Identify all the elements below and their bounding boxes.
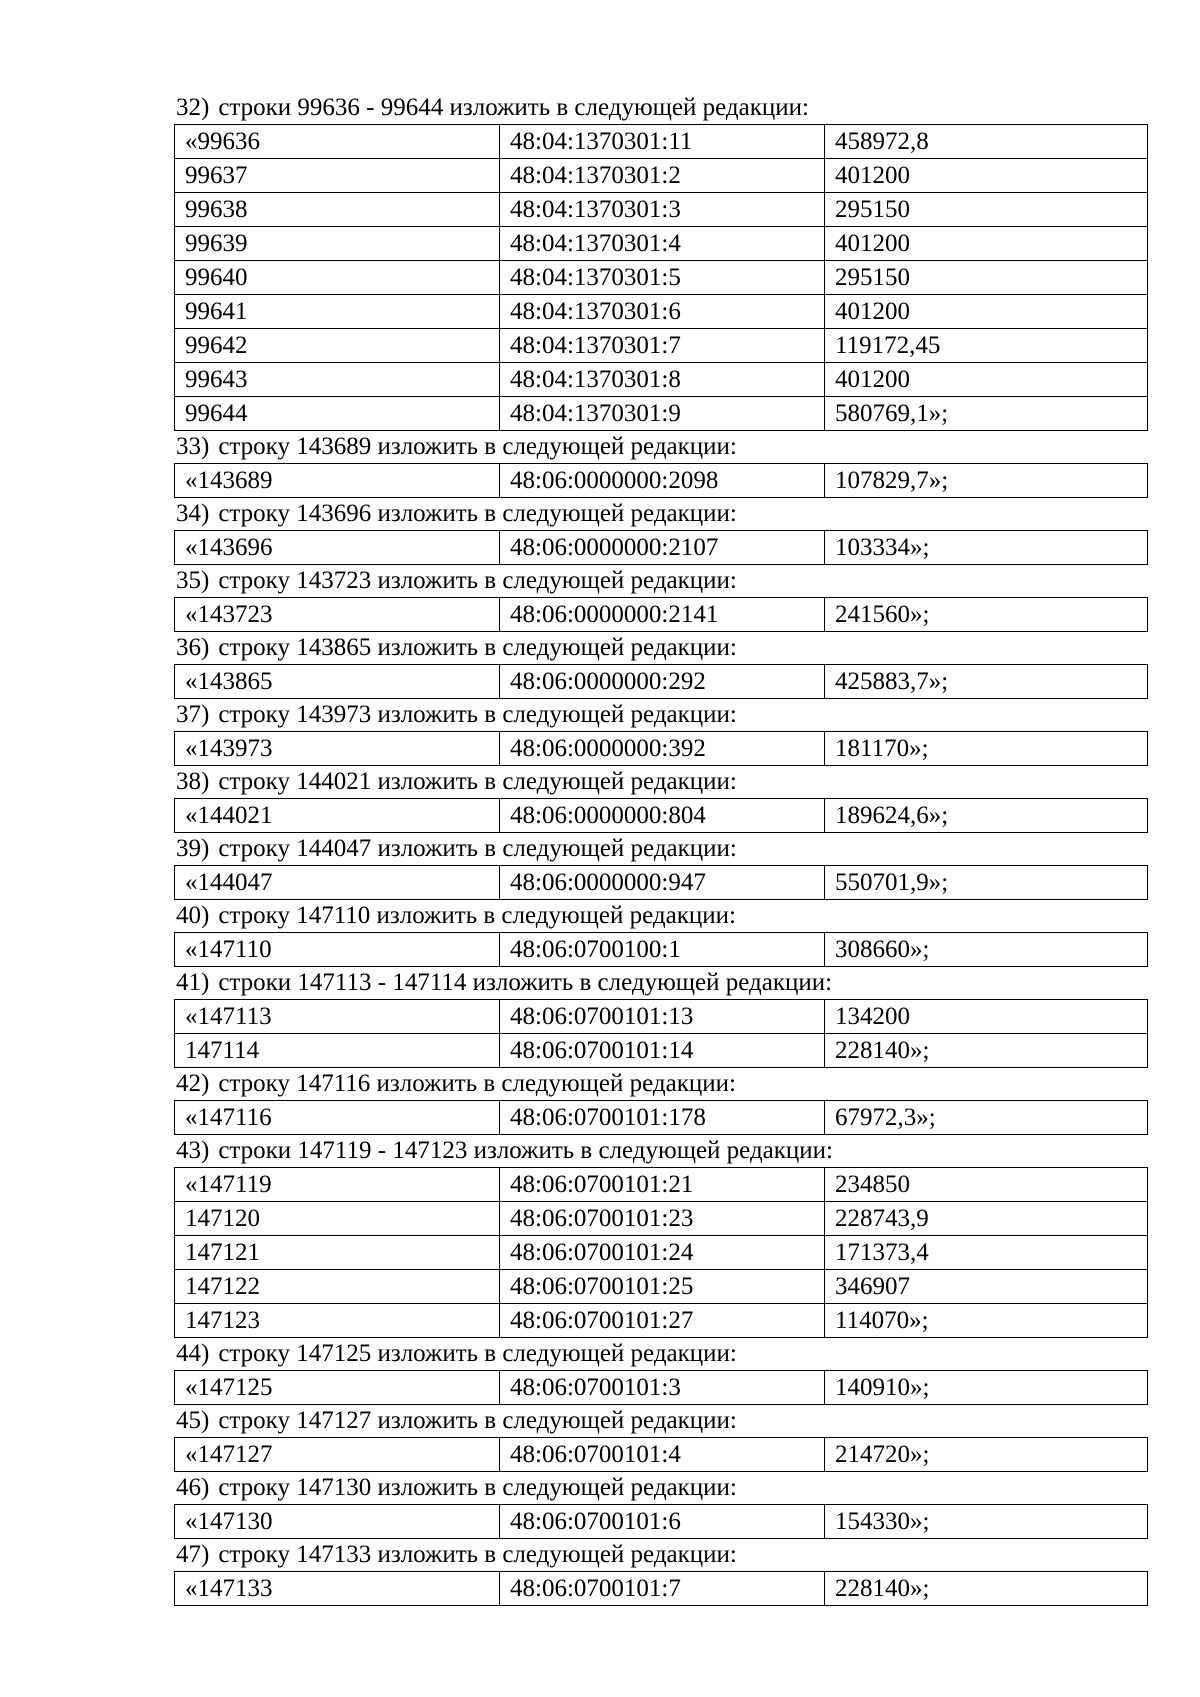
cadastral-number-cell: 48:06:0000000:2098 <box>500 464 825 498</box>
section-number: 37) <box>176 701 210 728</box>
section-instruction: строку 147127 изложить в следующей редакции: <box>218 1407 737 1434</box>
table-row <box>175 1034 1148 1068</box>
row-number-cell: 99641 <box>175 295 500 329</box>
section-heading <box>174 766 1147 798</box>
row-number-cell: «147127 <box>175 1438 500 1472</box>
cadastral-number-cell: 48:04:1370301:11 <box>500 125 825 159</box>
section-instruction: строки 99636 - 99644 изложить в следующей редакции: <box>218 94 809 121</box>
cadastral-number-cell: 48:06:0700101:7 <box>500 1572 825 1606</box>
table-row <box>175 125 1148 159</box>
section-instruction: строку 147116 изложить в следующей редакции: <box>218 1070 736 1097</box>
row-number-cell: «147116 <box>175 1101 500 1135</box>
section-number: 44) <box>176 1340 210 1367</box>
value-cell: 154330»; <box>825 1505 1148 1539</box>
table-row <box>175 1236 1148 1270</box>
value-cell: 308660»; <box>825 933 1148 967</box>
cadastral-number-cell: 48:06:0000000:292 <box>500 665 825 699</box>
amendment-table <box>174 932 1148 967</box>
section-instruction: строку 143723 изложить в следующей редакции: <box>218 567 737 594</box>
table-row <box>175 397 1148 431</box>
cadastral-number-cell: 48:06:0000000:947 <box>500 866 825 900</box>
cadastral-number-cell: 48:06:0700101:24 <box>500 1236 825 1270</box>
cadastral-number-cell: 48:06:0700101:6 <box>500 1505 825 1539</box>
cadastral-number-cell: 48:06:0700101:4 <box>500 1438 825 1472</box>
section-heading <box>174 1539 1147 1571</box>
value-cell: 425883,7»; <box>825 665 1148 699</box>
row-number-cell: 147122 <box>175 1270 500 1304</box>
row-number-cell: 99644 <box>175 397 500 431</box>
table-row <box>175 329 1148 363</box>
cadastral-number-cell: 48:04:1370301:4 <box>500 227 825 261</box>
cadastral-number-cell: 48:06:0000000:392 <box>500 732 825 766</box>
value-cell: 401200 <box>825 227 1148 261</box>
table-row <box>175 261 1148 295</box>
table-row <box>175 363 1148 397</box>
row-number-cell: 147120 <box>175 1202 500 1236</box>
row-number-cell: «147133 <box>175 1572 500 1606</box>
section-instruction: строку 143689 изложить в следующей редакции: <box>218 433 737 460</box>
value-cell: 228140»; <box>825 1034 1148 1068</box>
row-number-cell: 99639 <box>175 227 500 261</box>
section-heading <box>174 699 1147 731</box>
amendment-table <box>174 1504 1148 1539</box>
row-number-cell: «143689 <box>175 464 500 498</box>
section-heading <box>174 498 1147 530</box>
amendment-table <box>174 1437 1148 1472</box>
amendment-table <box>174 865 1148 900</box>
row-number-cell: «143723 <box>175 598 500 632</box>
amendment-table <box>174 999 1148 1068</box>
table-row <box>175 159 1148 193</box>
section-instruction: строку 144047 изложить в следующей редакции: <box>218 835 737 862</box>
section-number: 42) <box>176 1070 210 1097</box>
section-heading <box>174 431 1147 463</box>
section-heading <box>174 92 1147 124</box>
section-heading <box>174 1068 1147 1100</box>
value-cell: 401200 <box>825 363 1148 397</box>
cadastral-number-cell: 48:06:0700101:25 <box>500 1270 825 1304</box>
value-cell: 550701,9»; <box>825 866 1148 900</box>
section-heading <box>174 833 1147 865</box>
value-cell: 134200 <box>825 1000 1148 1034</box>
value-cell: 228743,9 <box>825 1202 1148 1236</box>
amendment-table <box>174 1370 1148 1405</box>
amendment-table <box>174 798 1148 833</box>
table-row <box>175 1101 1148 1135</box>
value-cell: 140910»; <box>825 1371 1148 1405</box>
row-number-cell: 99643 <box>175 363 500 397</box>
row-number-cell: 147114 <box>175 1034 500 1068</box>
table-row <box>175 227 1148 261</box>
cadastral-number-cell: 48:06:0700101:3 <box>500 1371 825 1405</box>
table-row <box>175 193 1148 227</box>
section-number: 33) <box>176 433 210 460</box>
table-row <box>175 1371 1148 1405</box>
document-page <box>174 92 1147 1606</box>
cadastral-number-cell: 48:04:1370301:5 <box>500 261 825 295</box>
section-instruction: строки 147113 - 147114 изложить в следующей редакции: <box>218 969 833 996</box>
table-row <box>175 1270 1148 1304</box>
row-number-cell: «147130 <box>175 1505 500 1539</box>
section-number: 46) <box>176 1474 210 1501</box>
table-row <box>175 1505 1148 1539</box>
cadastral-number-cell: 48:06:0000000:2141 <box>500 598 825 632</box>
amendment-table <box>174 530 1148 565</box>
table-row <box>175 1000 1148 1034</box>
row-number-cell: «143696 <box>175 531 500 565</box>
cadastral-number-cell: 48:04:1370301:2 <box>500 159 825 193</box>
section-heading <box>174 565 1147 597</box>
row-number-cell: «147113 <box>175 1000 500 1034</box>
amendment-table <box>174 664 1148 699</box>
cadastral-number-cell: 48:06:0700101:27 <box>500 1304 825 1338</box>
value-cell: 171373,4 <box>825 1236 1148 1270</box>
section-number: 43) <box>176 1137 210 1164</box>
value-cell: 114070»; <box>825 1304 1148 1338</box>
value-cell: 346907 <box>825 1270 1148 1304</box>
row-number-cell: «147119 <box>175 1168 500 1202</box>
section-number: 41) <box>176 969 210 996</box>
table-row <box>175 1168 1148 1202</box>
table-row <box>175 1202 1148 1236</box>
table-row <box>175 1304 1148 1338</box>
table-row <box>175 665 1148 699</box>
cadastral-number-cell: 48:06:0700101:14 <box>500 1034 825 1068</box>
section-number: 47) <box>176 1541 210 1568</box>
row-number-cell: 147123 <box>175 1304 500 1338</box>
section-number: 32) <box>176 94 210 121</box>
value-cell: 181170»; <box>825 732 1148 766</box>
amendment-table <box>174 124 1148 431</box>
value-cell: 401200 <box>825 295 1148 329</box>
cadastral-number-cell: 48:04:1370301:8 <box>500 363 825 397</box>
row-number-cell: «99636 <box>175 125 500 159</box>
amendment-table <box>174 1571 1148 1606</box>
value-cell: 67972,3»; <box>825 1101 1148 1135</box>
table-row <box>175 799 1148 833</box>
cadastral-number-cell: 48:04:1370301:7 <box>500 329 825 363</box>
amendment-table <box>174 731 1148 766</box>
value-cell: 107829,7»; <box>825 464 1148 498</box>
table-row <box>175 732 1148 766</box>
value-cell: 241560»; <box>825 598 1148 632</box>
section-heading <box>174 1135 1147 1167</box>
cadastral-number-cell: 48:06:0700101:23 <box>500 1202 825 1236</box>
section-heading <box>174 967 1147 999</box>
cadastral-number-cell: 48:04:1370301:9 <box>500 397 825 431</box>
table-row <box>175 933 1148 967</box>
section-instruction: строки 147119 - 147123 изложить в следующей редакции: <box>218 1137 833 1164</box>
row-number-cell: «143865 <box>175 665 500 699</box>
table-row <box>175 1572 1148 1606</box>
row-number-cell: 147121 <box>175 1236 500 1270</box>
section-instruction: строку 147110 изложить в следующей редакции: <box>218 902 736 929</box>
value-cell: 228140»; <box>825 1572 1148 1606</box>
value-cell: 295150 <box>825 193 1148 227</box>
amendment-table <box>174 463 1148 498</box>
table-row <box>175 464 1148 498</box>
section-heading <box>174 1338 1147 1370</box>
value-cell: 119172,45 <box>825 329 1148 363</box>
value-cell: 401200 <box>825 159 1148 193</box>
value-cell: 295150 <box>825 261 1148 295</box>
amendment-table <box>174 597 1148 632</box>
section-instruction: строку 147130 изложить в следующей редакции: <box>218 1474 737 1501</box>
section-number: 40) <box>176 902 210 929</box>
cadastral-number-cell: 48:06:0000000:804 <box>500 799 825 833</box>
section-instruction: строку 147133 изложить в следующей редакции: <box>218 1541 737 1568</box>
section-number: 45) <box>176 1407 210 1434</box>
cadastral-number-cell: 48:04:1370301:6 <box>500 295 825 329</box>
cadastral-number-cell: 48:06:0700101:178 <box>500 1101 825 1135</box>
section-instruction: строку 143696 изложить в следующей редакции: <box>218 500 737 527</box>
table-row <box>175 531 1148 565</box>
row-number-cell: «147125 <box>175 1371 500 1405</box>
value-cell: 214720»; <box>825 1438 1148 1472</box>
table-row <box>175 598 1148 632</box>
row-number-cell: «144047 <box>175 866 500 900</box>
amendment-table <box>174 1167 1148 1338</box>
table-row <box>175 295 1148 329</box>
section-number: 35) <box>176 567 210 594</box>
value-cell: 103334»; <box>825 531 1148 565</box>
value-cell: 580769,1»; <box>825 397 1148 431</box>
section-instruction: строку 144021 изложить в следующей редакции: <box>218 768 737 795</box>
table-row <box>175 1438 1148 1472</box>
section-heading <box>174 1472 1147 1504</box>
section-number: 36) <box>176 634 210 661</box>
row-number-cell: «144021 <box>175 799 500 833</box>
amendment-table <box>174 1100 1148 1135</box>
section-heading <box>174 1405 1147 1437</box>
section-instruction: строку 143865 изложить в следующей редакции: <box>218 634 737 661</box>
row-number-cell: 99640 <box>175 261 500 295</box>
section-number: 39) <box>176 835 210 862</box>
cadastral-number-cell: 48:06:0700100:1 <box>500 933 825 967</box>
section-number: 38) <box>176 768 210 795</box>
row-number-cell: 99638 <box>175 193 500 227</box>
cadastral-number-cell: 48:04:1370301:3 <box>500 193 825 227</box>
section-heading <box>174 900 1147 932</box>
cadastral-number-cell: 48:06:0000000:2107 <box>500 531 825 565</box>
row-number-cell: «143973 <box>175 732 500 766</box>
value-cell: 458972,8 <box>825 125 1148 159</box>
section-instruction: строку 143973 изложить в следующей редакции: <box>218 701 737 728</box>
section-heading <box>174 632 1147 664</box>
row-number-cell: 99637 <box>175 159 500 193</box>
row-number-cell: 99642 <box>175 329 500 363</box>
cadastral-number-cell: 48:06:0700101:13 <box>500 1000 825 1034</box>
value-cell: 234850 <box>825 1168 1148 1202</box>
cadastral-number-cell: 48:06:0700101:21 <box>500 1168 825 1202</box>
row-number-cell: «147110 <box>175 933 500 967</box>
section-instruction: строку 147125 изложить в следующей редакции: <box>218 1340 737 1367</box>
value-cell: 189624,6»; <box>825 799 1148 833</box>
table-row <box>175 866 1148 900</box>
section-number: 34) <box>176 500 210 527</box>
